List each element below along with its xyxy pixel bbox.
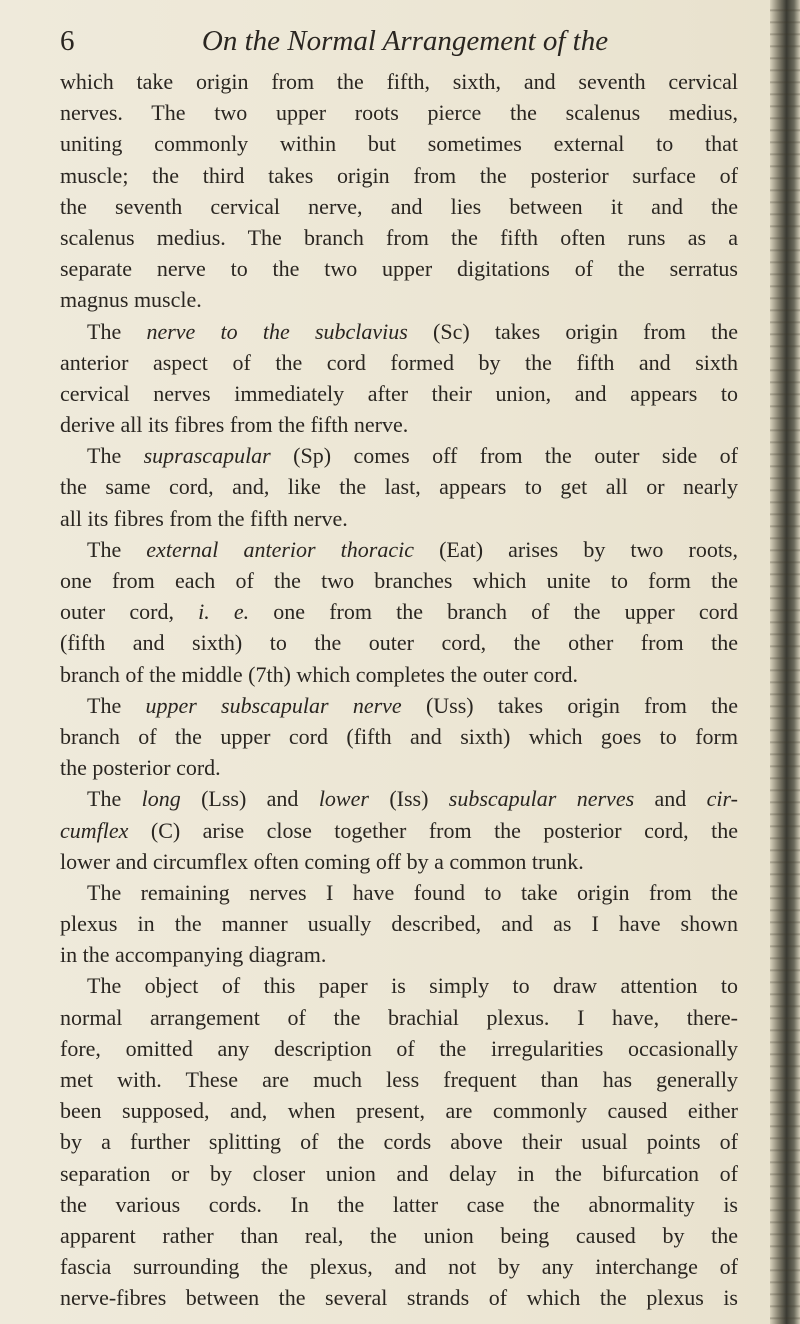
text-segment: lower and circumflex often coming off by a common trunk. [60,848,584,874]
text-line [60,1251,738,1282]
text-segment: (C) arise close together from the posterior cord, the [128,817,738,843]
italic-term: long [141,786,181,812]
text-line [60,1220,738,1251]
text-segment: plexus in the manner usually described, and as I have shown [60,911,738,937]
text-segment: (Iss) [368,786,449,812]
italic-term: cumflex [60,817,129,843]
text-line [60,596,738,627]
text-segment: The [87,318,147,344]
text-segment: anterior aspect of the cord formed by the fifth and sixth [60,349,738,375]
page-number: 6 [60,25,75,57]
text-line [60,128,738,159]
italic-term: suprascapular [143,443,271,469]
text-segment: (Eat) arises by two roots, [413,536,738,562]
text-segment: nerves. The two upper roots pierce the scalenus medius, [60,100,738,126]
text-segment: the posterior cord. [60,755,221,781]
text-line [60,160,738,191]
text-line [60,409,738,440]
text-line [60,1002,738,1033]
italic-term: lower [318,786,369,812]
text-line [60,347,738,378]
text-line [60,970,738,1001]
text-line [60,378,738,409]
text-segment: (fifth and sixth) to the outer cord, the other from the [60,630,738,656]
running-head: On the Normal Arrangement of the [201,25,609,57]
text-line [60,471,738,502]
text-segment: The [87,692,146,718]
text-line [60,721,738,752]
text-segment: the seventh cervical nerve, and lies between it and the [60,193,738,219]
text-line [60,1158,738,1189]
text-segment: derive all its fibres from the fifth nerve. [60,412,409,438]
italic-term: cir- [706,786,738,812]
italic-term: subscapular nerves [448,786,635,812]
text-segment: (Sp) comes off from the outer side of [270,443,738,469]
text-segment: nerve-fibres between the several strands of which the plexus is [60,1285,738,1311]
text-line [60,565,738,596]
text-segment: the same cord, and, like the last, appears to get all or nearly [60,474,738,500]
text-line [60,534,738,565]
text-line [60,440,738,471]
text-line [60,690,738,721]
text-line [60,316,738,347]
text-line [60,97,738,128]
page-header [60,18,720,64]
text-segment: branch of the middle (7th) which completes the outer cord. [60,661,579,687]
text-segment: and [634,786,707,812]
text-line [60,752,738,783]
text-segment: The object of this paper is simply to draw attention to [87,973,738,999]
text-line [60,1064,738,1095]
text-segment: magnus muscle. [60,287,202,313]
italic-term: i. e. [198,599,250,625]
text-line [60,908,738,939]
text-line [60,846,738,877]
body-text [60,66,738,1314]
text-segment: fascia surrounding the plexus, and not by any interchange of [60,1254,738,1280]
text-line [60,939,738,970]
text-segment: one from the branch of the upper cord [249,599,738,625]
text-segment: been supposed, and, when present, are commonly caused either [60,1098,738,1124]
text-line [60,1095,738,1126]
italic-term: external anterior thoracic [146,536,414,562]
text-segment: The remaining nerves I have found to take origin from the [87,879,738,905]
text-segment: The [87,536,147,562]
text-segment: by a further splitting of the cords above their usual points of [60,1129,738,1155]
text-segment: The [87,786,142,812]
text-segment: muscle; the third takes origin from the posterior surface of [60,162,738,188]
text-segment: apparent rather than real, the union being caused by the [60,1222,738,1248]
text-segment: uniting commonly within but sometimes external to that [60,131,738,157]
text-line [60,503,738,534]
text-segment: normal arrangement of the brachial plexus. I have, there- [60,1004,738,1030]
text-line [60,191,738,222]
text-segment: met with. These are much less frequent than has generally [60,1067,738,1092]
text-line [60,66,738,97]
text-line [60,1126,738,1157]
text-line [60,627,738,658]
page-edge-shadow [770,0,800,1324]
text-line [60,222,738,253]
text-segment: (Uss) takes origin from the [401,692,739,718]
text-segment: branch of the upper cord (fifth and sixth) which goes to form [60,723,738,749]
text-segment: separate nerve to the two upper digitations of the serratus [60,256,738,282]
italic-term: upper subscapular nerve [145,692,402,718]
text-segment: (Sc) takes origin from the [407,318,738,344]
text-segment: outer cord, [60,599,199,625]
text-line [60,659,738,690]
text-line [60,783,738,814]
text-segment: fore, omitted any description of the irregularities occasionally [60,1035,738,1061]
text-line [60,1189,738,1220]
text-line [60,1033,738,1064]
text-line [60,1282,738,1313]
text-segment: the various cords. In the latter case the abnormality is [60,1191,738,1217]
text-segment: scalenus medius. The branch from the fifth often runs as a [60,224,738,250]
text-line [60,815,738,846]
text-line [60,253,738,284]
text-segment: one from each of the two branches which unite to form the [60,568,738,593]
text-segment: which take origin from the fifth, sixth, and seventh cervical [60,69,738,94]
text-line [60,877,738,908]
italic-term: nerve to the subclavius [146,318,408,344]
text-segment: all its fibres from the fifth nerve. [60,505,348,531]
text-line [60,284,738,315]
text-segment: (Lss) and [180,786,319,812]
text-segment: in the accompanying diagram. [60,942,327,968]
text-segment: The [87,443,144,469]
text-segment: cervical nerves immediately after their union, and appears to [60,380,738,406]
text-segment: separation or by closer union and delay in the bifurcation of [60,1160,738,1186]
